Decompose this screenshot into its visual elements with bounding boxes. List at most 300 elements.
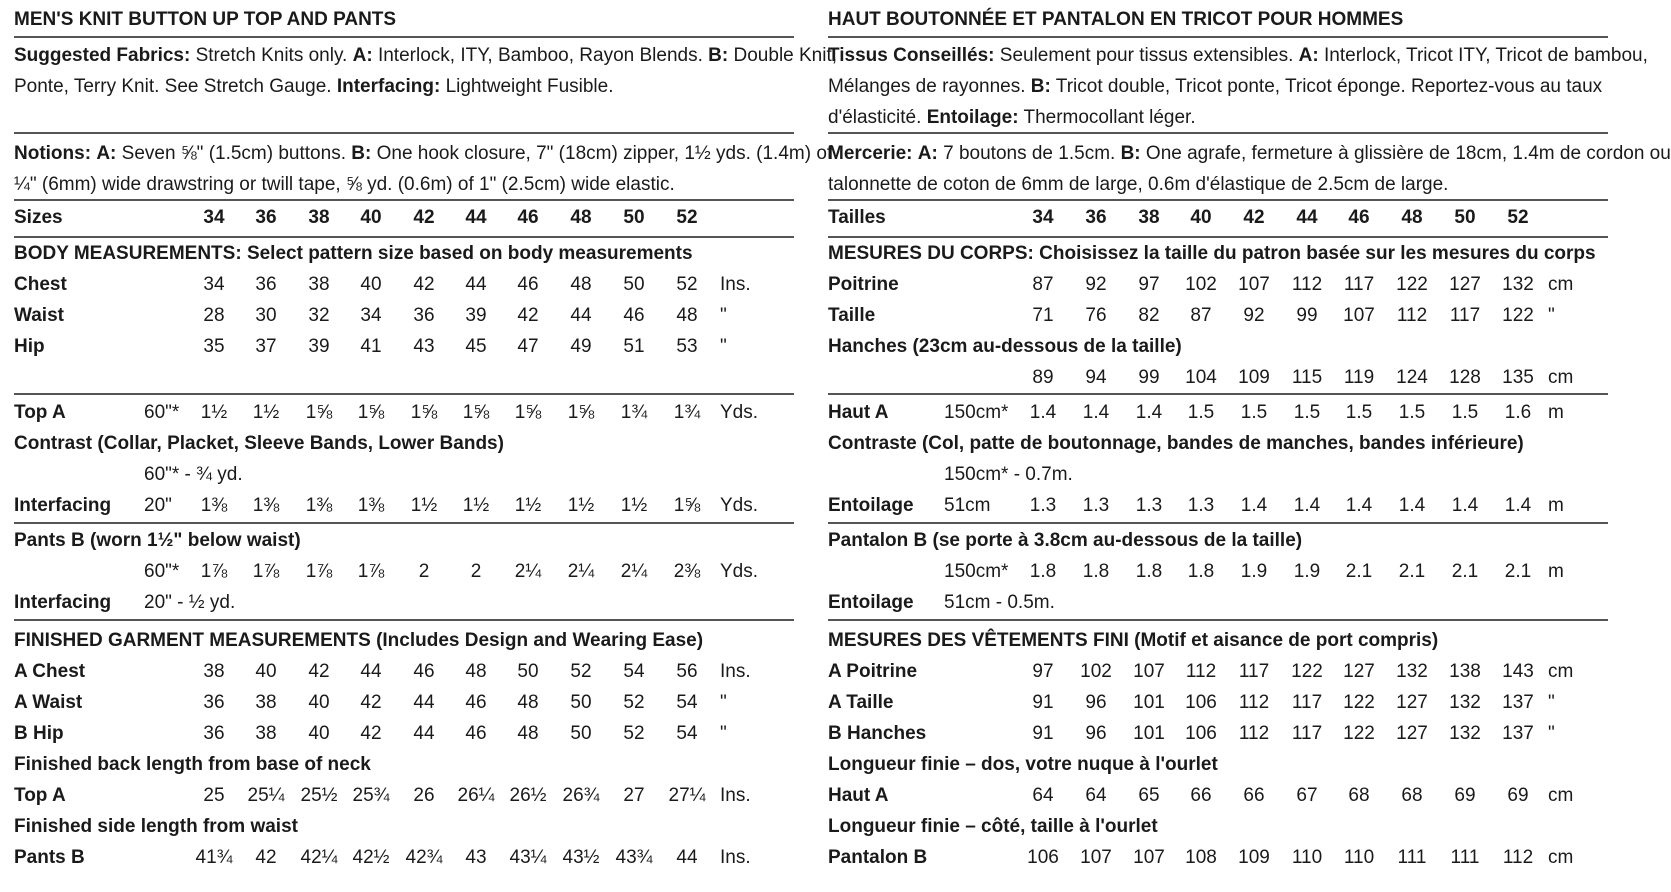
size-cell: 1⅞ <box>200 561 228 582</box>
size-cell: 43¾ <box>615 847 653 868</box>
size-cell: 50 <box>570 692 592 713</box>
size-cell: 111 <box>1450 847 1480 868</box>
size-cell: 1⅝ <box>567 402 595 423</box>
size-cell: 2 <box>418 561 430 582</box>
pants-b-heading: Pantalon B (se porte à 3.8cm au-dessous de la taille) <box>828 530 1303 551</box>
size-cell: 42¼ <box>300 847 338 868</box>
contrast-detail: (Collar, Placket, Sleeve Bands, Lower Bands) <box>97 433 504 454</box>
back-length-heading: Finished back length from base of neck <box>14 754 371 775</box>
fabrics-interfacing-label: Entoilage: <box>926 107 1019 128</box>
size-cell: 117 <box>1343 274 1375 295</box>
size-cell: 107 <box>1080 847 1112 868</box>
fabrics-line-1 <box>14 40 837 71</box>
size-cell: 1.5 <box>1293 402 1321 423</box>
size-cell: 108 <box>1185 847 1217 868</box>
size-cell: 1.4 <box>1398 495 1426 516</box>
contrast-label: Contraste <box>828 433 917 454</box>
page-title: MEN'S KNIT BUTTON UP TOP AND PANTS <box>14 9 397 30</box>
contrast-row <box>14 428 504 460</box>
divider <box>828 36 1608 38</box>
size-cell: 48 <box>517 723 539 744</box>
size-cell: 34 <box>1032 207 1054 228</box>
size-cell: 40 <box>1190 207 1212 228</box>
size-cell: 127 <box>1396 723 1428 744</box>
size-cell: 1.4 <box>1451 495 1479 516</box>
size-cell: 112 <box>1185 661 1217 682</box>
fabrics-line-2 <box>828 71 1602 102</box>
size-cell: 119 <box>1343 367 1375 388</box>
size-cell: 56 <box>676 661 698 682</box>
size-cell: 2¼ <box>567 561 595 582</box>
size-cell: 112 <box>1502 847 1534 868</box>
size-cell: 42¾ <box>405 847 443 868</box>
size-cell: 107 <box>1343 305 1375 326</box>
size-cell: 44 <box>570 305 592 326</box>
notions-label: Mercerie: <box>828 143 913 164</box>
size-cell: 38 <box>203 661 225 682</box>
unit-label: Yds. <box>720 495 759 516</box>
size-cell: 38 <box>255 692 277 713</box>
size-cell: 32 <box>308 305 330 326</box>
size-cell: 122 <box>1343 692 1375 713</box>
size-cell: 138 <box>1449 661 1481 682</box>
divider <box>828 619 1608 621</box>
size-cell: 36 <box>1085 207 1107 228</box>
size-cell: 54 <box>676 723 698 744</box>
size-cell: 102 <box>1080 661 1112 682</box>
size-cell: 64 <box>1085 785 1107 806</box>
divider <box>828 522 1608 524</box>
hip-heading: Hanches (23cm au-dessous de la taille) <box>828 336 1182 357</box>
size-cell: 97 <box>1138 274 1160 295</box>
size-cell: 106 <box>1185 692 1217 713</box>
size-cell: 99 <box>1138 367 1160 388</box>
size-cell: 110 <box>1343 847 1375 868</box>
size-cell: 48 <box>465 661 487 682</box>
size-cell: 87 <box>1032 274 1054 295</box>
side-length-heading: Longueur finie – côté, taille à l'ourlet <box>828 816 1158 837</box>
size-cell: 1.3 <box>1029 495 1057 516</box>
size-cell: 64 <box>1032 785 1054 806</box>
pants-b-heading: Pants B (worn 1½" below waist) <box>14 530 301 551</box>
size-cell: 1.8 <box>1135 561 1163 582</box>
size-cell: 107 <box>1133 847 1165 868</box>
size-cell: 38 <box>308 274 330 295</box>
size-cell: 107 <box>1133 661 1165 682</box>
size-cell: 47 <box>517 336 539 357</box>
size-cell: 1.4 <box>1029 402 1057 423</box>
size-cell: 1.4 <box>1082 402 1110 423</box>
size-cell: 143 <box>1502 661 1534 682</box>
contrast-row <box>828 428 1524 460</box>
size-cell: 127 <box>1449 274 1481 295</box>
contrast-amount: 150cm* - 0.7m. <box>944 464 1073 485</box>
size-cell: 41 <box>360 336 382 357</box>
body-measurements-heading: MESURES DU CORPS: Choisissez la taille du patron basée sur les mesures du corps <box>828 243 1596 264</box>
size-cell: 115 <box>1291 367 1323 388</box>
size-cell: 69 <box>1507 785 1529 806</box>
body-measurements-heading: BODY MEASUREMENTS: Select pattern size based on body measurements <box>14 243 693 264</box>
size-cell: 50 <box>623 274 645 295</box>
finished-heading-bold: FINISHED GARMENT MEASUREMENTS <box>14 630 371 651</box>
row-label: A Taille <box>828 692 894 713</box>
size-cell: 127 <box>1396 692 1428 713</box>
contrast-detail: (Col, patte de boutonnage, bandes de manches, bandes inférieure) <box>921 433 1524 454</box>
row-label: Pantalon B <box>828 847 928 868</box>
size-cell: 44 <box>465 207 487 228</box>
size-cell: 34 <box>360 305 382 326</box>
size-cell: 42½ <box>352 847 390 868</box>
notions-a-label: A: <box>96 143 117 164</box>
notions-line-1 <box>14 138 832 169</box>
fabrics-interfacing-label: Interfacing: <box>336 76 441 97</box>
row-label: Sizes <box>14 207 63 228</box>
size-cell: 1.5 <box>1345 402 1373 423</box>
size-cell: 40 <box>360 274 382 295</box>
size-cell: 91 <box>1032 723 1054 744</box>
row-label: Top A <box>14 402 66 423</box>
size-cell: 52 <box>623 692 645 713</box>
size-cell: 69 <box>1454 785 1476 806</box>
divider <box>828 199 1608 201</box>
size-cell: 46 <box>413 661 435 682</box>
divider <box>14 522 794 524</box>
size-cell: 26 <box>413 785 435 806</box>
notions-line-2 <box>828 169 1448 200</box>
size-cell: 52 <box>676 207 698 228</box>
fabrics-line-3 <box>828 102 1196 133</box>
size-cell: 122 <box>1291 661 1323 682</box>
interfacing-b-amount: 20" - ½ yd. <box>144 592 236 613</box>
size-cell: 44 <box>676 847 698 868</box>
page-title: HAUT BOUTONNÉE ET PANTALON EN TRICOT POUR HOMMES <box>828 9 1404 30</box>
size-cell: 38 <box>308 207 330 228</box>
row-label: Interfacing <box>14 495 112 516</box>
size-cell: 66 <box>1243 785 1265 806</box>
fabric-width: 20" <box>144 495 172 516</box>
size-cell: 1.4 <box>1240 495 1268 516</box>
size-cell: 37 <box>255 336 277 357</box>
size-cell: 1½ <box>620 495 648 516</box>
fabrics-a-label: A: <box>1298 45 1319 66</box>
size-cell: 52 <box>570 661 592 682</box>
size-cell: 40 <box>308 723 330 744</box>
size-cell: 2.1 <box>1398 561 1426 582</box>
size-cell: 43¼ <box>509 847 547 868</box>
size-cell: 65 <box>1138 785 1160 806</box>
size-cell: 54 <box>623 661 645 682</box>
size-cell: 76 <box>1085 305 1107 326</box>
divider <box>828 393 1608 395</box>
size-cell: 1.4 <box>1504 495 1532 516</box>
french-column <box>828 0 1671 892</box>
size-cell: 42 <box>517 305 539 326</box>
size-cell: 35 <box>203 336 225 357</box>
size-cell: 117 <box>1291 723 1323 744</box>
size-cell: 137 <box>1502 723 1534 744</box>
unit-label: m <box>1548 402 1564 423</box>
size-cell: 107 <box>1238 274 1270 295</box>
size-cell: 1.5 <box>1451 402 1479 423</box>
notions-line-1 <box>828 138 1671 169</box>
size-cell: 2.1 <box>1451 561 1479 582</box>
size-cell: 43 <box>465 847 487 868</box>
size-cell: 132 <box>1449 723 1481 744</box>
size-cell: 1⅝ <box>514 402 542 423</box>
size-cell: 44 <box>1296 207 1318 228</box>
size-cell: 50 <box>517 661 539 682</box>
size-cell: 2.1 <box>1345 561 1373 582</box>
row-label: A Poitrine <box>828 661 918 682</box>
size-cell: 44 <box>465 274 487 295</box>
size-cell: 25¼ <box>247 785 285 806</box>
size-cell: 48 <box>1401 207 1423 228</box>
size-cell: 48 <box>676 305 698 326</box>
size-cell: 46 <box>465 692 487 713</box>
size-cell: 52 <box>676 274 698 295</box>
size-cell: 36 <box>203 692 225 713</box>
size-cell: 1.3 <box>1187 495 1215 516</box>
fabrics-line-1 <box>828 40 1648 71</box>
size-cell: 109 <box>1238 847 1270 868</box>
size-cell: 96 <box>1085 692 1107 713</box>
size-cell: 137 <box>1502 692 1534 713</box>
size-cell: 1.8 <box>1029 561 1057 582</box>
size-cell: 39 <box>308 336 330 357</box>
fabric-width: 150cm* <box>944 561 1009 582</box>
size-cell: 82 <box>1138 305 1160 326</box>
size-cell: 2¼ <box>620 561 648 582</box>
fabric-width: 51cm <box>944 495 991 516</box>
size-cell: 122 <box>1502 305 1534 326</box>
size-cell: 104 <box>1185 367 1217 388</box>
size-cell: 1½ <box>567 495 595 516</box>
row-label: Chest <box>14 274 67 295</box>
size-cell: 109 <box>1238 367 1270 388</box>
size-cell: 1½ <box>514 495 542 516</box>
size-cell: 122 <box>1396 274 1428 295</box>
size-cell: 132 <box>1449 692 1481 713</box>
unit-label: cm <box>1548 367 1574 388</box>
size-cell: 1⅝ <box>410 402 438 423</box>
size-cell: 111 <box>1397 847 1427 868</box>
size-cell: 1⅞ <box>357 561 385 582</box>
size-cell: 27 <box>623 785 645 806</box>
size-cell: 1⅜ <box>357 495 385 516</box>
size-cell: 1⅜ <box>252 495 280 516</box>
size-cell: 53 <box>676 336 698 357</box>
size-cell: 1¾ <box>620 402 648 423</box>
size-cell: 1½ <box>462 495 490 516</box>
row-label: B Hip <box>14 723 64 744</box>
fabrics-label: Suggested Fabrics: <box>14 45 191 66</box>
unit-label: m <box>1548 561 1564 582</box>
size-cell: 42 <box>413 207 435 228</box>
fabrics-a-label: A: <box>352 45 373 66</box>
unit-label: Ins. <box>720 847 751 868</box>
unit-label: Ins. <box>720 785 751 806</box>
unit-label: Yds. <box>720 402 759 423</box>
size-cell: 34 <box>203 207 225 228</box>
size-cell: 38 <box>1138 207 1160 228</box>
divider <box>14 36 794 38</box>
size-cell: 40 <box>308 692 330 713</box>
size-cell: 1¾ <box>673 402 701 423</box>
row-label: Tailles <box>828 207 886 228</box>
size-cell: 44 <box>413 723 435 744</box>
size-cell: 36 <box>255 207 277 228</box>
size-cell: 1.5 <box>1398 402 1426 423</box>
row-label: Haut A <box>828 785 889 806</box>
size-cell: 1⅝ <box>305 402 333 423</box>
size-cell: 2 <box>470 561 482 582</box>
size-cell: 112 <box>1238 692 1270 713</box>
size-cell: 102 <box>1185 274 1217 295</box>
size-cell: 1⅜ <box>200 495 228 516</box>
size-cell: 67 <box>1296 785 1318 806</box>
size-cell: 1.9 <box>1293 561 1321 582</box>
size-cell: 46 <box>517 274 539 295</box>
size-cell: 25¾ <box>352 785 390 806</box>
size-cell: 38 <box>255 723 277 744</box>
size-cell: 1⅝ <box>462 402 490 423</box>
back-length-heading: Longueur finie – dos, votre nuque à l'ourlet <box>828 754 1218 775</box>
size-cell: 101 <box>1133 692 1165 713</box>
unit-label: " <box>1548 723 1555 744</box>
size-cell: 48 <box>570 207 592 228</box>
unit-label: " <box>1548 692 1555 713</box>
size-cell: 41¾ <box>195 847 233 868</box>
size-cell: 42 <box>360 692 382 713</box>
fabrics-pre-a: Seulement pour tissus extensibles. <box>999 45 1294 66</box>
size-cell: 1.5 <box>1187 402 1215 423</box>
interfacing-b-row <box>828 587 1055 619</box>
size-cell: 127 <box>1343 661 1375 682</box>
row-label: Hip <box>14 336 45 357</box>
size-cell: 112 <box>1238 723 1270 744</box>
size-cell: 52 <box>1507 207 1529 228</box>
size-cell: 26½ <box>509 785 547 806</box>
interfacing-b-label: Entoilage <box>828 592 914 613</box>
size-cell: 49 <box>570 336 592 357</box>
fabrics-label: Tissus Conseillés: <box>828 45 995 66</box>
size-cell: 54 <box>676 692 698 713</box>
size-cell: 68 <box>1401 785 1423 806</box>
fabrics-interfacing-text: Lightweight Fusible. <box>445 76 614 97</box>
size-cell: 92 <box>1243 305 1265 326</box>
size-cell: 1.9 <box>1240 561 1268 582</box>
finished-heading-rest: (Includes Design and Wearing Ease) <box>376 630 704 651</box>
contrast-label: Contrast <box>14 433 93 454</box>
size-cell: 99 <box>1296 305 1318 326</box>
unit-label: " <box>720 336 727 357</box>
divider <box>14 199 794 201</box>
row-label: Waist <box>14 305 64 326</box>
size-cell: 50 <box>623 207 645 228</box>
size-cell: 112 <box>1291 274 1323 295</box>
notions-line-2 <box>14 169 675 200</box>
size-cell: 101 <box>1133 723 1165 744</box>
size-cell: 1.6 <box>1504 402 1532 423</box>
size-cell: 46 <box>465 723 487 744</box>
size-cell: 1⅞ <box>305 561 333 582</box>
size-cell: 43½ <box>562 847 600 868</box>
size-cell: 2¼ <box>514 561 542 582</box>
size-cell: 1.4 <box>1293 495 1321 516</box>
size-cell: 51 <box>623 336 645 357</box>
size-cell: 110 <box>1291 847 1323 868</box>
size-cell: 25½ <box>300 785 338 806</box>
fabrics-a-text: Interlock, Tricot ITY, Tricot de bambou, <box>1324 45 1648 66</box>
fabrics-a-text: Interlock, ITY, Bamboo, Rayon Blends. <box>377 45 703 66</box>
fabrics-b-label: B: <box>708 45 729 66</box>
size-cell: 117 <box>1291 692 1323 713</box>
size-cell: 97 <box>1032 661 1054 682</box>
size-cell: 1⅜ <box>305 495 333 516</box>
size-cell: 50 <box>570 723 592 744</box>
size-cell: 42 <box>308 661 330 682</box>
size-cell: 71 <box>1032 305 1054 326</box>
size-cell: 44 <box>360 661 382 682</box>
size-cell: 45 <box>465 336 487 357</box>
size-cell: 1⅝ <box>673 495 701 516</box>
size-cell: 2⅜ <box>673 561 701 582</box>
size-cell: 117 <box>1238 661 1270 682</box>
size-cell: 43 <box>413 336 435 357</box>
size-cell: 1.5 <box>1240 402 1268 423</box>
fabrics-b-text-cont: d'élasticité. <box>828 107 922 128</box>
unit-label: " <box>720 692 727 713</box>
row-label: Pants B <box>14 847 85 868</box>
size-cell: 1.3 <box>1082 495 1110 516</box>
row-label: Top A <box>14 785 66 806</box>
fabrics-line-2 <box>14 71 614 102</box>
size-cell: 1½ <box>252 402 280 423</box>
fabrics-b-text: Tricot double, Tricot ponte, Tricot éponge. Reportez-vous au taux <box>1055 76 1603 97</box>
size-cell: 42 <box>1243 207 1265 228</box>
side-length-heading: Finished side length from waist <box>14 816 298 837</box>
fabric-width: 150cm* <box>944 402 1009 423</box>
size-cell: 50 <box>1454 207 1476 228</box>
finished-heading <box>828 625 1438 657</box>
unit-label: cm <box>1548 785 1574 806</box>
row-label: Poitrine <box>828 274 899 295</box>
size-cell: 36 <box>413 305 435 326</box>
unit-label: " <box>720 305 727 326</box>
size-cell: 34 <box>203 274 225 295</box>
size-cell: 46 <box>517 207 539 228</box>
row-label: Entoilage <box>828 495 914 516</box>
finished-heading <box>14 625 703 657</box>
fabric-width: 60"* <box>144 561 180 582</box>
size-cell: 26¾ <box>562 785 600 806</box>
notions-b-text-cont: talonnette de coton de 6mm de large, 0.6m d'élastique de 2.5cm de large. <box>828 174 1449 195</box>
size-cell: 46 <box>623 305 645 326</box>
size-cell: 106 <box>1185 723 1217 744</box>
unit-label: cm <box>1548 847 1574 868</box>
size-cell: 1½ <box>200 402 228 423</box>
interfacing-b-amount: 51cm - 0.5m. <box>944 592 1055 613</box>
size-cell: 42 <box>413 274 435 295</box>
fabrics-a-text-cont: Mélanges de rayonnes. <box>828 76 1026 97</box>
fabrics-pre-a: Stretch Knits only. <box>195 45 348 66</box>
size-cell: 92 <box>1085 274 1107 295</box>
size-cell: 46 <box>1348 207 1370 228</box>
size-cell: 1⅞ <box>252 561 280 582</box>
finished-heading-bold: MESURES DES VÊTEMENTS FINI <box>828 630 1129 651</box>
size-cell: 39 <box>465 305 487 326</box>
fabrics-b-label: B: <box>1030 76 1051 97</box>
